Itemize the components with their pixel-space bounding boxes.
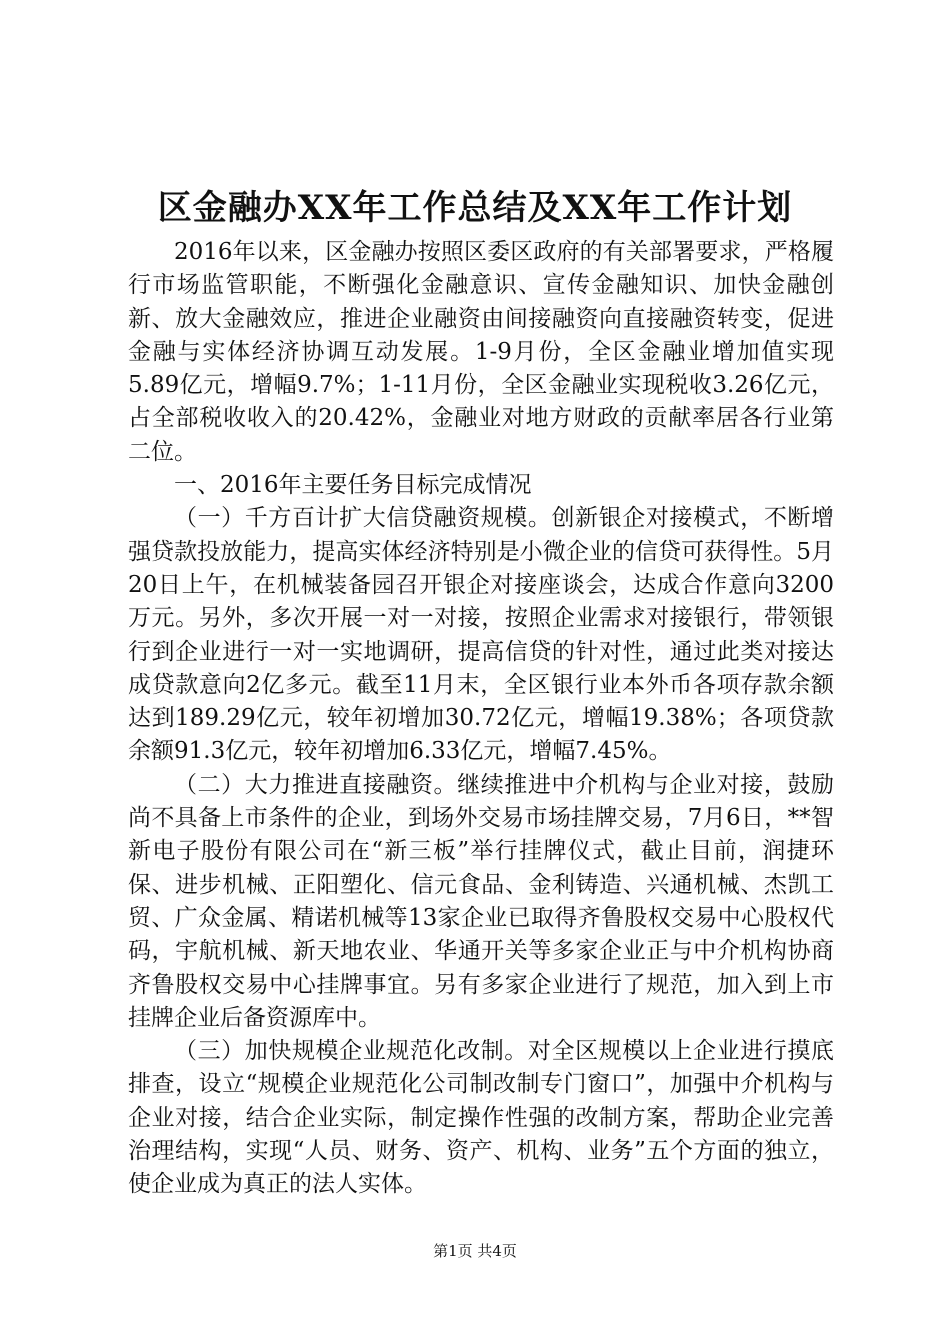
section-2-paragraph: （二）大力推进直接融资。继续推进中介机构与企业对接，鼓励尚不具备上市条件的企业，到场外交易市场挂牌交易，7月6日，**智新电子股份有限公司在“新三板”举行挂牌仪式，截止目前，润捷环保、进步机械、正阳塑化、信元食品、金利铸造、兴通机械、杰凯工贸、广众金属、精诺机械等13家企业已取得齐鲁股权交易中心股权代码，宇航机械、新天地农业、华通开关等多家企业正与中介机构协商齐鲁股权交易中心挂牌事宜。另有多家企业进行了规范，加入到上市挂牌企业后备资源库中。: [128, 771, 834, 1031]
section-heading: 一、2016年主要任务目标完成情况: [174, 472, 532, 499]
page-number-footer: 第1页 共4页: [433, 1242, 517, 1260]
section-1-paragraph: （一）千方百计扩大信贷融资规模。创新银企对接模式，不断增强贷款投放能力，提高实体经济特别是小微企业的信贷可获得性。5月20日上午，在机械装备园召开银企对接座谈会，达成合作意向3200万元。另外，多次开展一对一对接，按照企业需求对接银行，带领银行到企业进行一对一实地调研，提高信贷的针对性，通过此类对接达成贷款意向2亿多元。截至11月末，全区银行业本外币各项存款余额达到189.29亿元，较年初增加30.72亿元，增幅19.38%；各项贷款余额91.3亿元，较年初增加6.33亿元，增幅7.45%。: [128, 505, 834, 765]
document-body: [128, 236, 834, 1202]
document-title: 区金融办XX年工作总结及XX年工作计划: [157, 188, 793, 228]
section-3-paragraph: （三）加快规模企业规范化改制。对全区规模以上企业进行摸底排查，设立“规模企业规范化公司制改制专门窗口”，加强中介机构与企业对接，结合企业实际，制定操作性强的改制方案，帮助企业完善治理结构，实现“人员、财务、资产、机构、业务”五个方面的独立，使企业成为真正的法人实体。: [128, 1038, 834, 1198]
intro-paragraph: 2016年以来，区金融办按照区委区政府的有关部署要求，严格履行市场监管职能，不断强化金融意识、宣传金融知识、加快金融创新、放大金融效应，推进企业融资由间接融资向直接融资转变，促进金融与实体经济协调互动发展。1-9月份，全区金融业增加值实现5.89亿元，增幅9.7%；1-11月份，全区金融业实现税收3.26亿元，占全部税收收入的20.42%，金融业对地方财政的贡献率居各行业第二位。: [128, 239, 834, 465]
